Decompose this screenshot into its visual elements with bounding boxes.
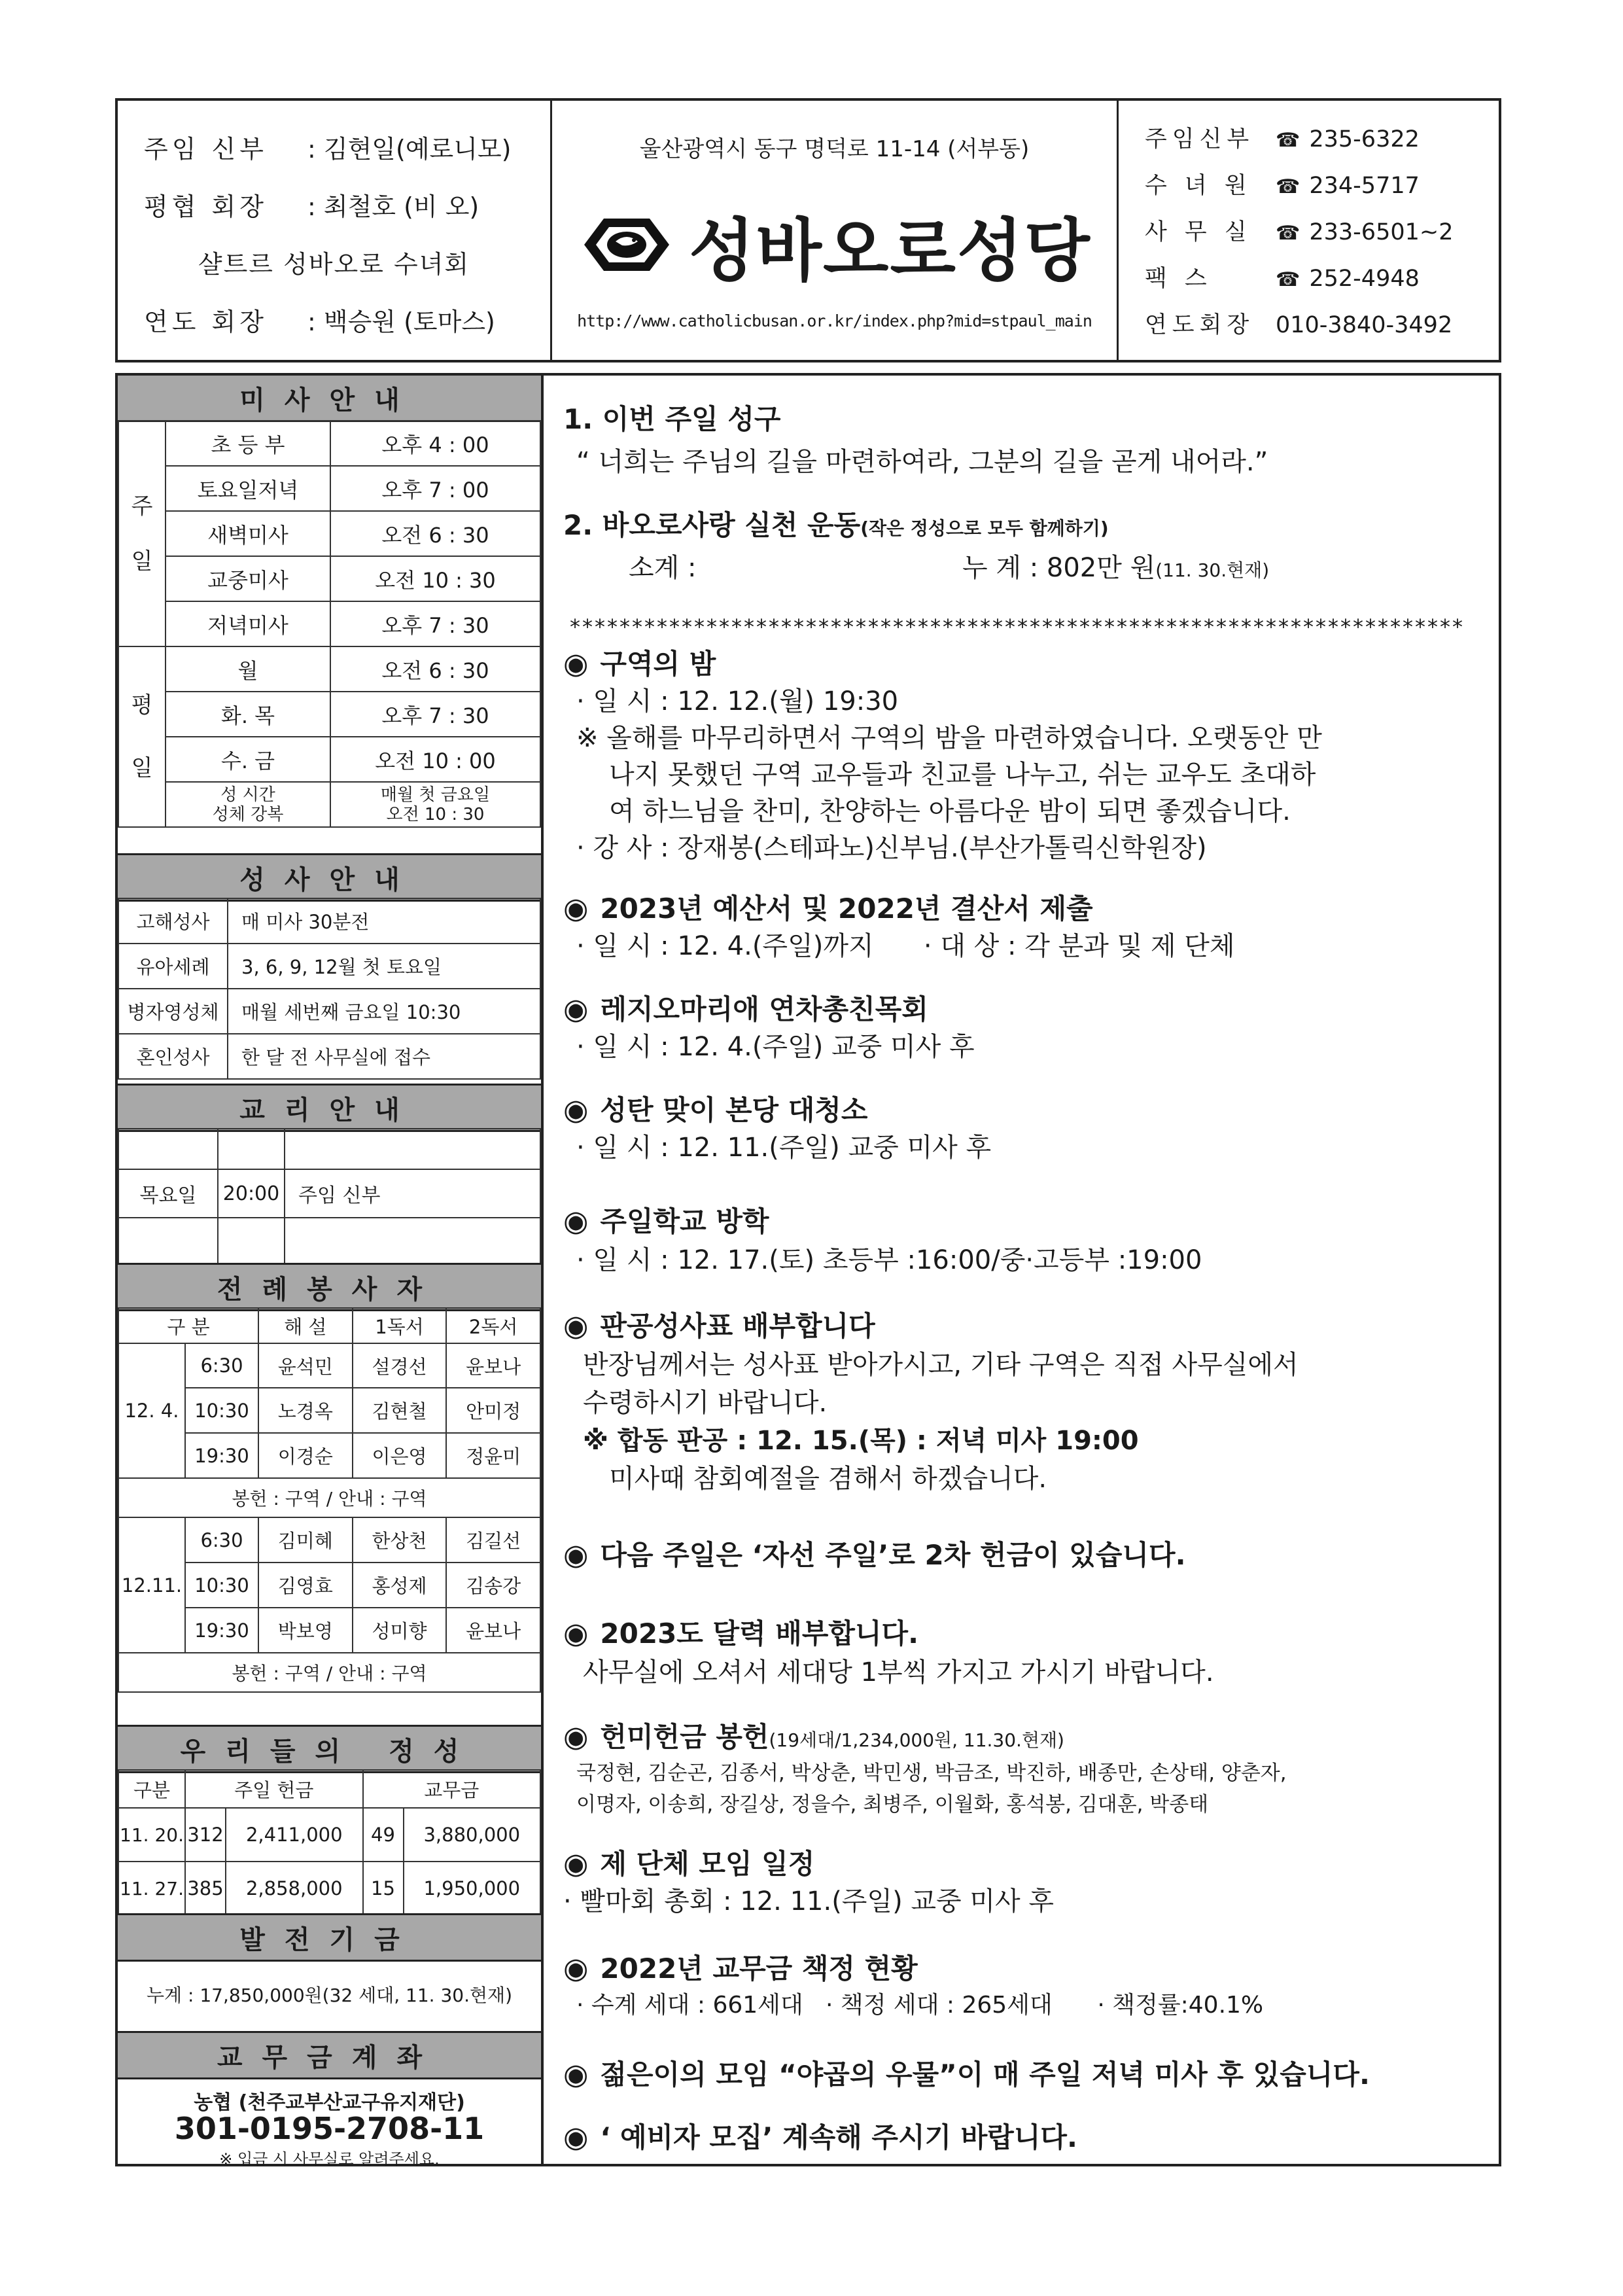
doctrine-table (118, 1128, 541, 1264)
love-campaign-sogye: 소계 : (629, 553, 697, 583)
table-row (118, 1129, 540, 1169)
notice-title: ◉ 젊은이의 모임 “야곱의 우물”이 매 주일 저녁 미사 후 있습니다. (563, 2058, 1370, 2091)
table-row: 19:30 박보영 성미향 윤보나 (118, 1608, 540, 1653)
table-row: 12.11. 6:30 김미혜 한상천 김길선 (118, 1517, 540, 1563)
bullet-icon: ◉ (563, 1847, 589, 1881)
table-row: 10:30 김영효 홍성제 김송강 (118, 1563, 540, 1608)
table-row: 교중미사 오전 10 : 30 (118, 556, 540, 601)
notice-title: ◉ 레지오마리애 연차총친목회 (563, 993, 928, 1026)
notice-title: ◉ 헌미헌금 봉헌(19세대/1,234,000원, 11.30.현재) (563, 1720, 1064, 1754)
bullet-icon: ◉ (563, 892, 589, 925)
table-row: 봉헌 : 구역 / 안내 : 구역 (118, 1478, 540, 1517)
church-emblem-icon (578, 209, 676, 281)
notice-title: ◉ 제 단체 모임 일정 (563, 1847, 815, 1881)
header-box (115, 98, 1501, 362)
contact-row: 팩 스 ☎ 252-4948 (1145, 256, 1501, 302)
bullet-icon: ◉ (563, 1205, 589, 1238)
table-row: 토요일저녁 오후 7 : 00 (118, 466, 540, 511)
table-row: 성 시간 성체 강복 매월 첫 금요일 오전 10 : 30 (118, 782, 540, 827)
table-row: 수. 금 오전 10 : 00 (118, 737, 540, 782)
header-staff (118, 101, 552, 360)
table-row: 11. 20. 312 2,411,000 49 3,880,000 (118, 1808, 540, 1862)
notice-title: ◉ 다음 주일은 ‘자선 주일’로 2차 헌금이 있습니다. (563, 1538, 1186, 1572)
bullet-icon: ◉ (563, 1538, 589, 1572)
liturgy-table (118, 1307, 541, 1693)
header-church (552, 101, 1119, 360)
table-row (118, 1218, 540, 1263)
table-row: 구분 주일 헌금 교무금 (118, 1770, 540, 1808)
phone-icon: ☎ (1276, 268, 1300, 291)
contact-row: 주임신부 ☎ 235-6322 (1145, 116, 1501, 163)
church-logo (552, 199, 1117, 291)
mass-table (118, 420, 541, 828)
account-note: ※ 입금 시 사무실로 알려주세요. (219, 2150, 440, 2168)
table-row: 구 분 해 설 1독서 2독서 (118, 1308, 540, 1343)
joint-confession: ※ 합동 판공 : 12. 15.(목) : 저녁 미사 19:00 (583, 1426, 1139, 1456)
table-row: 주일 초 등 부 오후 4 : 00 (118, 421, 540, 466)
fund-text: 누계 : 17,850,000원(32 세대, 11. 30.현재) (146, 1985, 513, 2006)
phone-icon: ☎ (1276, 222, 1300, 245)
divider-stars: ************************************************************************ (570, 614, 1465, 639)
liturgy-title: 전례봉사자 (118, 1263, 541, 1311)
contact-row: 수 녀 원 ☎ 234-5717 (1145, 163, 1501, 209)
table-row: 저녁미사 오후 7 : 30 (118, 601, 540, 646)
church-name: 성바오로성당 (689, 211, 1091, 291)
table-row: 봉헌 : 구역 / 안내 : 구역 (118, 1653, 540, 1692)
bullet-icon: ◉ (563, 2058, 589, 2091)
notice-title: ◉ 2023년 예산서 및 2022년 결산서 제출 (563, 892, 1093, 925)
notice-title: ◉ 판공성사표 배부합니다 (563, 1309, 875, 1343)
notice-title: ◉ 2023도 달력 배부합니다. (563, 1617, 919, 1650)
contact-row: 사 무 실 ☎ 233-6501~2 (1145, 209, 1501, 256)
notice-title: ◉ 2022년 교무금 책정 현황 (563, 1952, 918, 1985)
offering-title: 우리들의 정성 (118, 1725, 541, 1773)
notice-title: ◉ ‘ 예비자 모집’ 계속해 주시기 바랍니다. (563, 2121, 1077, 2154)
table-row: 새벽미사 오전 6 : 30 (118, 511, 540, 556)
table-row: 고해성사 매 미사 30분전 (118, 898, 540, 944)
table-row: 병자영성체 매월 세번째 금요일 10:30 (118, 989, 540, 1034)
church-url[interactable]: http://www.catholicbusan.or.kr/index.php?mid=stpaul_main (577, 311, 1092, 330)
phone-icon: ☎ (1276, 175, 1300, 198)
notice-title: ◉ 주일학교 방학 (563, 1205, 769, 1238)
church-address: 울산광역시 동구 명덕로 11-14 (서부동) (639, 136, 1030, 162)
table-row: 목요일 20:00 주임 신부 (118, 1169, 540, 1218)
staff-row: 평협 회장 : 최철호 (비 오) (144, 192, 480, 221)
table-row: 11. 27. 385 2,858,000 15 1,950,000 (118, 1862, 540, 1915)
weekly-verse-title: 1. 이번 주일 성구 (563, 403, 781, 435)
account-title: 교무금계좌 (118, 2031, 541, 2079)
bullet-icon: ◉ (563, 1952, 589, 1985)
sacrament-title: 성사안내 (118, 853, 541, 902)
table-row: 혼인성사 한 달 전 사무실에 접수 (118, 1034, 540, 1079)
phone-icon: ☎ (1276, 129, 1300, 152)
contact-row: 연도회장 010-3840-3492 (1145, 312, 1453, 338)
account-number: 301-0195-2708-11 (174, 2111, 485, 2146)
staff-row: 샬트르 성바오로 수녀회 (198, 250, 470, 279)
table-row: 12. 4. 6:30 윤석민 설경선 윤보나 (118, 1343, 540, 1388)
right-column: 1. 이번 주일 성구 “ 너희는 주님의 길을 마련하여라, 그분의 길을 곧게 내어라.” 2. 바오로사랑 실천 운동(작은 정성으로 모두 함께하기) 소계 : 누 계 : 802만 원(11. 30.현재) ************************************************************************ ◉ 구역의 밤 · 일 시 : 12. 12.(월) 19:30 ※ 올해를 마무리하면서 구역의 밤을 마련하였습니다. 오랫동안 만 나지 못했던 구역 교우들과 친교를 나누고, 쉬는 교우도 초대하 여 하느님을 찬미, 찬양하는 아름다운 밤이 되면 좋겠습니다. · 강 사 : 장재봉(스테파노)신부님.(부산가톨릭신학원장) ◉ 2023년 예산서 및 2022년 결산서 제출 · 일 시 : 12. 4.(주일)까지 · 대 상 : 각 분과 및 제 단체 ◉ 레지오마리애 연차총친목회 · 일 시 : 12. 4.(주일) 교중 미사 후 ◉ 성탄 맞이 본당 대청소 · 일 시 : 12. 11.(주일) 교중 미사 후 ◉ 주일학교 방학 · 일 시 : 12. 17.(토) 초등부 :16:00/중·고등부 :19:00 ◉ 판공성사표 배부합니다 반장님께서는 성사표 받아가시고, 기타 구역은 직접 사무실에서 수령하시기 바랍니다. ※ 합동 판공 : 12. 15.(목) : 저녁 미사 19:00 미사때 참회예절을 겸해서 하겠습니다. ◉ 다음 주일은 ‘자선 주일’로 2차 헌금이 있습니다. ◉ 2023도 달력 배부합니다. 사무실에 오셔서 세대당 1부씩 가지고 가시기 바랍니다. ◉ 헌미헌금 봉헌(19세대/1,234,000원, 11.30.현재) 국정현, 김순곤, 김종서, 박상춘, 박민생, 박금조, 박진하, 배종만, 손상태, 양춘자, 이명자, 이송희, 장길상, 정을수, 최병주, 이월화, 홍석봉, 김대훈, 박종태 ◉ 제 단체 모임 일정 · 빨마회 총회 : 12. 11.(주일) 교중 미사 후 ◉ 2022년 교무금 책정 현황 · 수계 세대 : 661세대 · 책정 세대 : 265세대 · 책정률:40.1% ◉ 젊은이의 모임 “야곱의 우물”이 매 주일 저녁 미사 후 있습니다. ◉ ‘ 예비자 모집’ 계속해 주시기 바랍니다. (544, 373, 1501, 2166)
table-row: 화. 목 오후 7 : 30 (118, 692, 540, 737)
weekly-verse-text: “ 너희는 주님의 길을 마련하여라, 그분의 길을 곧게 내어라.” (576, 447, 1268, 477)
mass-title: 미사안내 (118, 376, 541, 422)
fund-title: 발전기금 (118, 1913, 541, 1962)
staff-row: 연도 회장 : 백승원 (토마스) (144, 308, 495, 336)
bullet-icon: ◉ (563, 1720, 589, 1754)
header-contacts (1119, 101, 1501, 360)
sacrament-table (118, 898, 541, 1080)
bullet-icon: ◉ (563, 647, 589, 680)
notice-title: ◉ 구역의 밤 (563, 647, 716, 680)
table-row: 19:30 이경순 이은영 정윤미 (118, 1433, 540, 1478)
account-bank: 농협 (천주교부산교구유지재단) (194, 2091, 465, 2114)
left-column (115, 373, 544, 2166)
staff-row: 주임 신부 : 김현일(예로니모) (144, 135, 512, 164)
bullet-icon: ◉ (563, 1617, 589, 1650)
doctrine-title: 교리안내 (118, 1084, 541, 1132)
table-row: 평일 월 오전 6 : 30 (118, 646, 540, 692)
table-row: 10:30 노경옥 김현철 안미정 (118, 1388, 540, 1433)
bullet-icon: ◉ (563, 1309, 589, 1343)
sunday-label: 주일 (118, 421, 166, 646)
table-row: 유아세례 3, 6, 9, 12월 첫 토요일 (118, 944, 540, 989)
bullet-icon: ◉ (563, 2121, 589, 2154)
bullet-icon: ◉ (563, 1093, 589, 1127)
love-campaign-title: 2. 바오로사랑 실천 운동(작은 정성으로 모두 함께하기) (563, 509, 1109, 541)
weekday-label: 평일 (118, 646, 166, 827)
offering-table (118, 1769, 541, 1916)
love-campaign-nugye: 누 계 : 802만 원(11. 30.현재) (962, 553, 1270, 583)
notice-title: ◉ 성탄 맞이 본당 대청소 (563, 1093, 868, 1127)
bullet-icon: ◉ (563, 993, 589, 1026)
